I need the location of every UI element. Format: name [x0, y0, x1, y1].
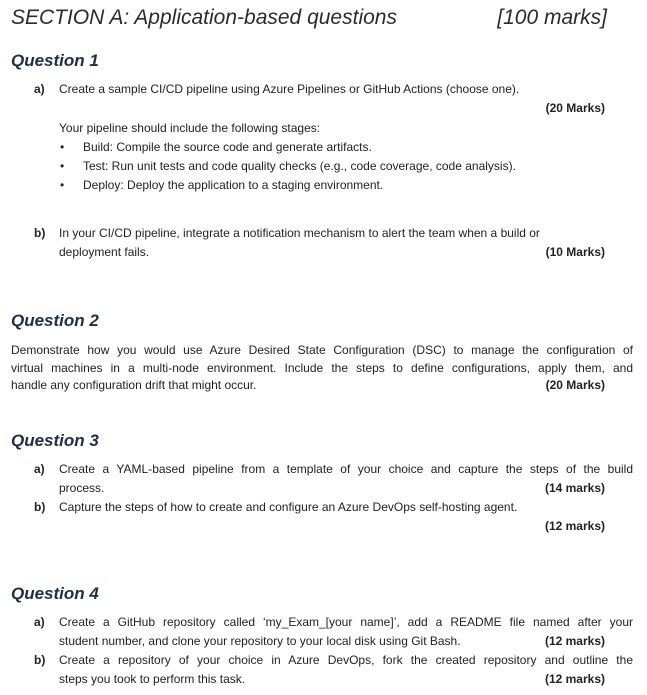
q1-bullet-deploy: Deploy: Deploy the application to a staging environment. — [83, 178, 384, 192]
q3-b-label: b) — [34, 500, 46, 514]
q4-a-line2: student number, and clone your repository to your local disk using Git Bash. — [59, 634, 461, 648]
question-1-heading: Question 1 — [11, 51, 99, 70]
q4-b-marks: (12 marks) — [544, 672, 605, 686]
bullet-icon: • — [60, 178, 65, 192]
q4-b-line2: steps you took to perform this task. — [59, 672, 246, 686]
q1-bullet-build: Build: Compile the source code and generate artifacts. — [83, 140, 372, 154]
q4-a-line1: Create a GitHub repository called ‘my_Exam_[your name]’, add a README file named after your — [59, 615, 633, 629]
question-2-heading: Question 2 — [11, 311, 99, 330]
question-3-heading: Question 3 — [11, 431, 99, 450]
q2-line3: handle any configuration drift that might occur. — [11, 378, 257, 392]
q4-a-marks: (12 marks) — [544, 634, 605, 648]
section-total-marks: [100 marks] — [497, 6, 607, 29]
q1-b-label: b) — [34, 226, 46, 240]
q1-b-marks: (10 Marks) — [545, 245, 605, 259]
q3-a-marks: (14 marks) — [544, 481, 605, 495]
q3-a-line1: Create a YAML-based pipeline from a template of your choice and capture the steps of the build — [59, 462, 633, 476]
q2-line2: virtual machines in a multi-node environment. Include the steps to define configurations, apply them, and — [11, 361, 633, 375]
question-4-heading: Question 4 — [11, 584, 99, 603]
q1-a-text: Create a sample CI/CD pipeline using Azure Pipelines or GitHub Actions (choose one). — [59, 82, 520, 96]
q1-bullet-test: Test: Run unit tests and code quality checks (e.g., code coverage, code analysis). — [83, 159, 516, 173]
q3-a-line2: process. — [59, 481, 105, 495]
q4-a-label: a) — [34, 615, 45, 629]
q2-marks: (20 Marks) — [545, 378, 605, 392]
q2-line1: Demonstrate how you would use Azure Desired State Configuration (DSC) to manage the configuration of — [11, 343, 633, 357]
q3-a-label: a) — [34, 462, 45, 476]
q1-stages-intro: Your pipeline should include the following stages: — [59, 121, 321, 135]
q3-b-marks: (12 marks) — [544, 519, 605, 533]
q1-a-label: a) — [34, 82, 45, 96]
q1-a-marks: (20 Marks) — [545, 101, 605, 115]
q1-b-line2: deployment fails. — [59, 245, 150, 259]
bullet-icon: • — [60, 159, 65, 173]
section-title: SECTION A: Application-based questions — [11, 6, 397, 29]
q3-b-line1: Capture the steps of how to create and configure an Azure DevOps self-hosting agent. — [59, 500, 518, 514]
q1-b-line1: In your CI/CD pipeline, integrate a notification mechanism to alert the team when a build or — [59, 226, 540, 240]
bullet-icon: • — [60, 140, 65, 154]
q4-b-label: b) — [34, 653, 46, 667]
q4-b-line1: Create a repository of your choice in Azure DevOps, fork the created repository and outline the — [59, 653, 633, 667]
